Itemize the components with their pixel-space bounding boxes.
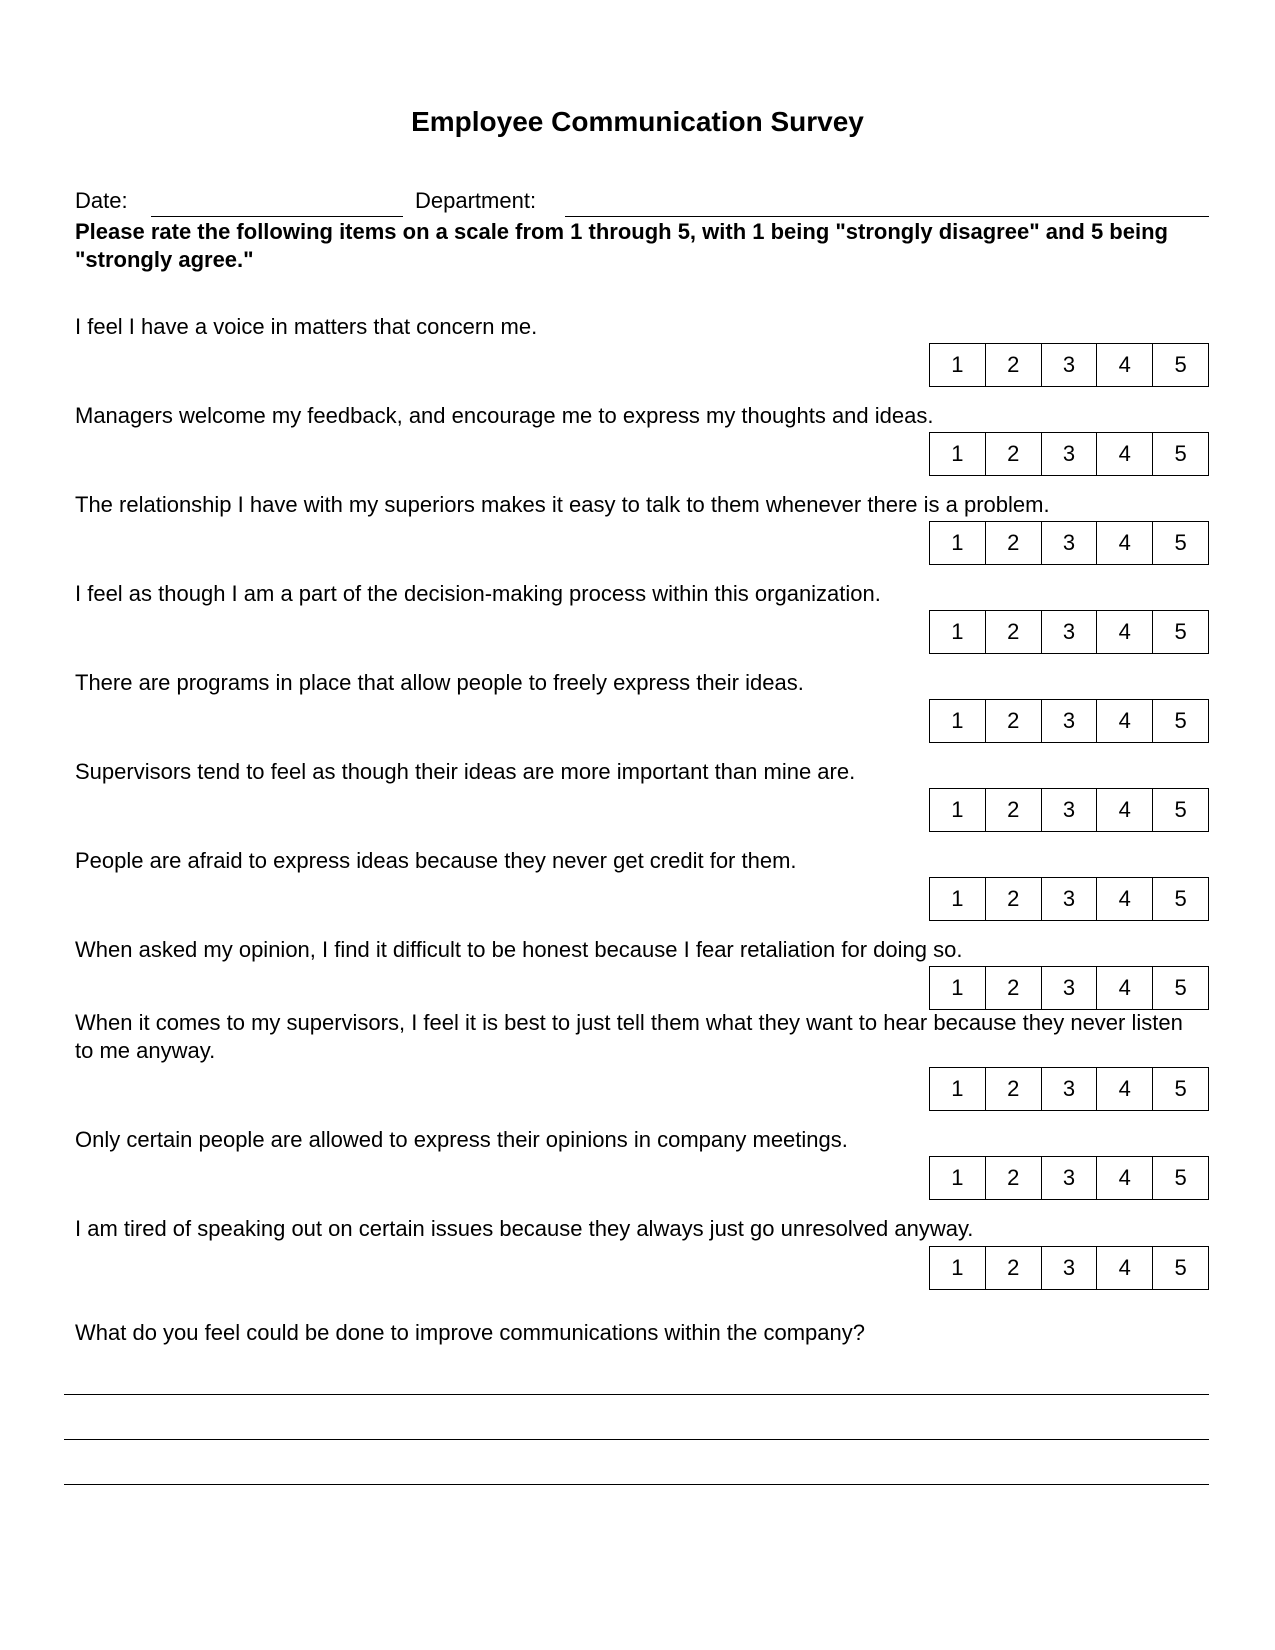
rating-option-3[interactable]: 3 xyxy=(1041,967,1097,1009)
rating-option-5[interactable]: 5 xyxy=(1152,433,1208,475)
question-10: Only certain people are allowed to express their opinions in company meetings. xyxy=(75,1127,848,1152)
rating-scale-5 xyxy=(929,699,1209,743)
question-4: I feel as though I am a part of the decision-making process within this organization. xyxy=(75,581,881,606)
rating-option-4[interactable]: 4 xyxy=(1096,522,1152,564)
question-11: I am tired of speaking out on certain issues because they always just go unresolved anyway. xyxy=(75,1216,974,1241)
answer-line-1[interactable] xyxy=(64,1394,1209,1395)
rating-option-1[interactable]: 1 xyxy=(951,1165,964,1190)
page-title: Employee Communication Survey xyxy=(411,106,864,137)
rating-option-3[interactable]: 3 xyxy=(1041,344,1097,386)
rating-option-1[interactable]: 1 xyxy=(951,619,964,644)
rating-option-4[interactable]: 4 xyxy=(1096,967,1152,1009)
rating-option-2[interactable]: 2 xyxy=(985,700,1041,742)
rating-option-5[interactable]: 5 xyxy=(1152,1247,1208,1289)
rating-scale-10 xyxy=(929,1156,1209,1200)
rating-option-4[interactable]: 4 xyxy=(1096,433,1152,475)
rating-option-5[interactable]: 5 xyxy=(1152,344,1208,386)
rating-option-4[interactable]: 4 xyxy=(1096,789,1152,831)
rating-scale-8 xyxy=(929,966,1209,1010)
rating-option-5[interactable]: 5 xyxy=(1152,789,1208,831)
date-label: Date: xyxy=(75,188,128,213)
rating-option-1[interactable]: 1 xyxy=(951,352,964,377)
rating-option-1[interactable]: 1 xyxy=(951,1076,964,1101)
rating-scale-7 xyxy=(929,877,1209,921)
rating-scale-2 xyxy=(929,432,1209,476)
rating-scale-1 xyxy=(929,343,1209,387)
rating-option-3[interactable]: 3 xyxy=(1041,1247,1097,1289)
rating-option-3[interactable]: 3 xyxy=(1041,1157,1097,1199)
rating-option-3[interactable]: 3 xyxy=(1041,1068,1097,1110)
rating-option-2[interactable]: 2 xyxy=(985,1157,1041,1199)
rating-option-3[interactable]: 3 xyxy=(1041,433,1097,475)
question-5: There are programs in place that allow people to freely express their ideas. xyxy=(75,670,804,695)
rating-option-5[interactable]: 5 xyxy=(1152,611,1208,653)
rating-option-3[interactable]: 3 xyxy=(1041,789,1097,831)
rating-option-2[interactable]: 2 xyxy=(985,967,1041,1009)
rating-option-4[interactable]: 4 xyxy=(1096,1068,1152,1110)
answer-line-3[interactable] xyxy=(64,1484,1209,1485)
rating-option-4[interactable]: 4 xyxy=(1096,344,1152,386)
rating-option-3[interactable]: 3 xyxy=(1041,700,1097,742)
rating-option-5[interactable]: 5 xyxy=(1152,522,1208,564)
rating-option-3[interactable]: 3 xyxy=(1041,522,1097,564)
rating-option-1[interactable]: 1 xyxy=(951,1255,964,1280)
question-7: People are afraid to express ideas because they never get credit for them. xyxy=(75,848,797,873)
rating-option-5[interactable]: 5 xyxy=(1152,1068,1208,1110)
rating-option-4[interactable]: 4 xyxy=(1096,1157,1152,1199)
rating-option-3[interactable]: 3 xyxy=(1041,878,1097,920)
question-9: When it comes to my supervisors, I feel it is best to just tell them what they want to hear because they never listen to me anyway. xyxy=(75,1010,1183,1063)
rating-option-2[interactable]: 2 xyxy=(985,611,1041,653)
date-field[interactable] xyxy=(151,216,403,217)
question-2: Managers welcome my feedback, and encourage me to express my thoughts and ideas. xyxy=(75,403,934,428)
rating-option-3[interactable]: 3 xyxy=(1041,611,1097,653)
rating-option-4[interactable]: 4 xyxy=(1096,611,1152,653)
question-1: I feel I have a voice in matters that concern me. xyxy=(75,314,538,339)
rating-scale-4 xyxy=(929,610,1209,654)
rating-scale-3 xyxy=(929,521,1209,565)
rating-option-4[interactable]: 4 xyxy=(1096,1247,1152,1289)
department-label: Department: xyxy=(415,188,537,213)
rating-option-5[interactable]: 5 xyxy=(1152,700,1208,742)
rating-option-2[interactable]: 2 xyxy=(985,1247,1041,1289)
rating-option-2[interactable]: 2 xyxy=(985,1068,1041,1110)
rating-option-5[interactable]: 5 xyxy=(1152,1157,1208,1199)
department-field[interactable] xyxy=(565,216,1209,217)
rating-option-2[interactable]: 2 xyxy=(985,433,1041,475)
rating-option-1[interactable]: 1 xyxy=(951,975,964,1000)
question-3: The relationship I have with my superiors makes it easy to talk to them whenever there is a problem. xyxy=(75,492,1050,517)
rating-option-1[interactable]: 1 xyxy=(951,530,964,555)
rating-scale-9 xyxy=(929,1067,1209,1111)
rating-option-2[interactable]: 2 xyxy=(985,878,1041,920)
rating-option-1[interactable]: 1 xyxy=(951,797,964,822)
rating-scale-6 xyxy=(929,788,1209,832)
rating-option-4[interactable]: 4 xyxy=(1096,878,1152,920)
rating-option-1[interactable]: 1 xyxy=(951,708,964,733)
rating-option-1[interactable]: 1 xyxy=(951,886,964,911)
open-question: What do you feel could be done to improve communications within the company? xyxy=(75,1320,865,1345)
instructions-text: Please rate the following items on a scale from 1 through 5, with 1 being "strongly disagree" and 5 being "strongly agree." xyxy=(75,219,1168,272)
rating-option-4[interactable]: 4 xyxy=(1096,700,1152,742)
question-6: Supervisors tend to feel as though their ideas are more important than mine are. xyxy=(75,759,856,784)
rating-option-2[interactable]: 2 xyxy=(985,789,1041,831)
rating-scale-11 xyxy=(929,1246,1209,1290)
rating-option-2[interactable]: 2 xyxy=(985,522,1041,564)
rating-option-5[interactable]: 5 xyxy=(1152,967,1208,1009)
rating-option-1[interactable]: 1 xyxy=(951,441,964,466)
answer-line-2[interactable] xyxy=(64,1439,1209,1440)
rating-option-5[interactable]: 5 xyxy=(1152,878,1208,920)
question-8: When asked my opinion, I find it difficult to be honest because I fear retaliation for doing so. xyxy=(75,937,963,962)
rating-option-2[interactable]: 2 xyxy=(985,344,1041,386)
